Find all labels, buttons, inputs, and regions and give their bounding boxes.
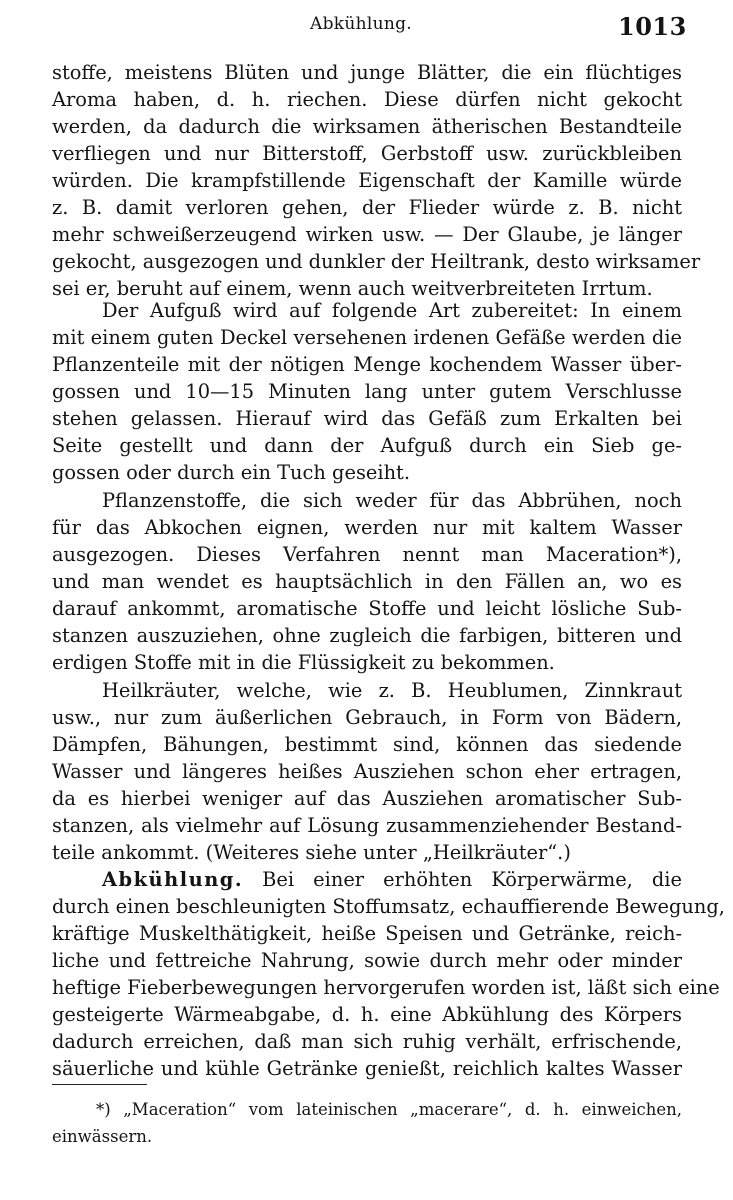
text-line: gossen und 10—15 Minuten lang unter gutem Verschlusse <box>52 380 682 403</box>
text-line: mit einem guten Deckel versehenen irdenen Gefäße werden die <box>52 326 682 349</box>
text-line: und man wendet es hauptsächlich in den Fällen an, wo es <box>52 570 682 593</box>
section-heading-line <box>102 865 682 895</box>
text-line: säuerliche und kühle Getränke genießt, reichlich kaltes Wasser <box>52 1057 682 1080</box>
text-line: ausgezogen. Dieses Verfahren nennt man Maceration*), <box>52 543 682 566</box>
text-line: Wasser und längeres heißes Ausziehen schon eher ertragen, <box>52 760 682 783</box>
text-line: Dämpfen, Bähungen, bestimmt sind, können das siedende <box>52 733 682 756</box>
text-line: usw., nur zum äußerlichen Gebrauch, in Form von Bädern, <box>52 706 682 729</box>
text-line: mehr schweißerzeugend wirken usw. — Der Glaube, je länger <box>52 223 682 246</box>
text-line: Aroma haben, d. h. riechen. Diese dürfen nicht gekocht <box>52 88 682 111</box>
text-line: für das Abkochen eignen, werden nur mit kaltem Wasser <box>52 516 682 539</box>
text-line: Pflanzenteile mit der nötigen Menge kochendem Wasser über- <box>52 353 682 376</box>
text-line: stanzen, als vielmehr auf Lösung zusammenziehender Bestand- <box>52 814 682 837</box>
footnote-line: einwässern. <box>52 1127 153 1146</box>
text-line: stehen gelassen. Hierauf wird das Gefäß zum Erkalten bei <box>52 407 682 430</box>
text-line: stoffe, meistens Blüten und junge Blätter, die ein flüchtiges <box>52 61 682 84</box>
text-line: sei er, beruht auf einem, wenn auch weitverbreiteten Irrtum. <box>52 277 653 300</box>
text-line: gekocht, ausgezogen und dunkler der Heiltrank, desto wirksamer <box>52 250 701 273</box>
text-line: Seite gestellt und dann der Aufguß durch ein Sieb ge- <box>52 434 682 457</box>
text-line: gossen oder durch ein Tuch geseiht. <box>52 461 411 484</box>
text-line: Pflanzenstoffe, die sich weder für das Abbrühen, noch <box>102 489 682 512</box>
text-line: gesteigerte Wärmeabgabe, d. h. eine Abkühlung des Körpers <box>52 1003 682 1026</box>
text-line: erdigen Stoffe mit in die Flüssigkeit zu bekommen. <box>52 651 555 674</box>
footnote-line: *) „Maceration“ vom lateinischen „macerare“, d. h. einweichen, <box>96 1100 682 1119</box>
text-line: durch einen beschleunigten Stoffumsatz, echauffierende Bewegung, <box>52 895 725 918</box>
footnote-rule <box>52 1084 147 1085</box>
text-line: liche und fettreiche Nahrung, sowie durch mehr oder minder <box>52 949 682 972</box>
text-line: teile ankommt. (Weiteres siehe unter „Heilkräuter“.) <box>52 841 571 864</box>
text-line: Heilkräuter, welche, wie z. B. Heublumen, Zinnkraut <box>102 679 682 702</box>
text-line: würden. Die krampfstillende Eigenschaft der Kamille würde <box>52 169 682 192</box>
text-line: heftige Fieberbewegungen hervorgerufen worden ist, läßt sich eine <box>52 976 720 999</box>
text-line: verfliegen und nur Bitterstoff, Gerbstoff usw. zurückbleiben <box>52 142 682 165</box>
page-number: 1013 <box>618 12 687 41</box>
text-line: dadurch erreichen, daß man sich ruhig verhält, erfrischende, <box>52 1030 682 1053</box>
text-line: z. B. damit verloren gehen, der Flieder würde z. B. nicht <box>52 196 682 219</box>
text-line: werden, da dadurch die wirksamen ätherischen Bestandteile <box>52 115 682 138</box>
running-head: Abkühlung. <box>310 14 412 34</box>
text-line: kräftige Muskelthätigkeit, heiße Speisen und Getränke, reich- <box>52 922 682 945</box>
text-line: Der Aufguß wird auf folgende Art zubereitet: In einem <box>102 299 682 322</box>
text-line: darauf ankommt, aromatische Stoffe und leicht lösliche Sub- <box>52 597 682 620</box>
text-run: Bei einer erhöhten Körperwärme, die <box>262 868 682 891</box>
text-line: da es hierbei weniger auf das Ausziehen aromatischer Sub- <box>52 787 682 810</box>
section-headword: Abkühlung. <box>102 868 244 891</box>
text-line: stanzen auszuziehen, ohne zugleich die farbigen, bitteren und <box>52 624 682 647</box>
